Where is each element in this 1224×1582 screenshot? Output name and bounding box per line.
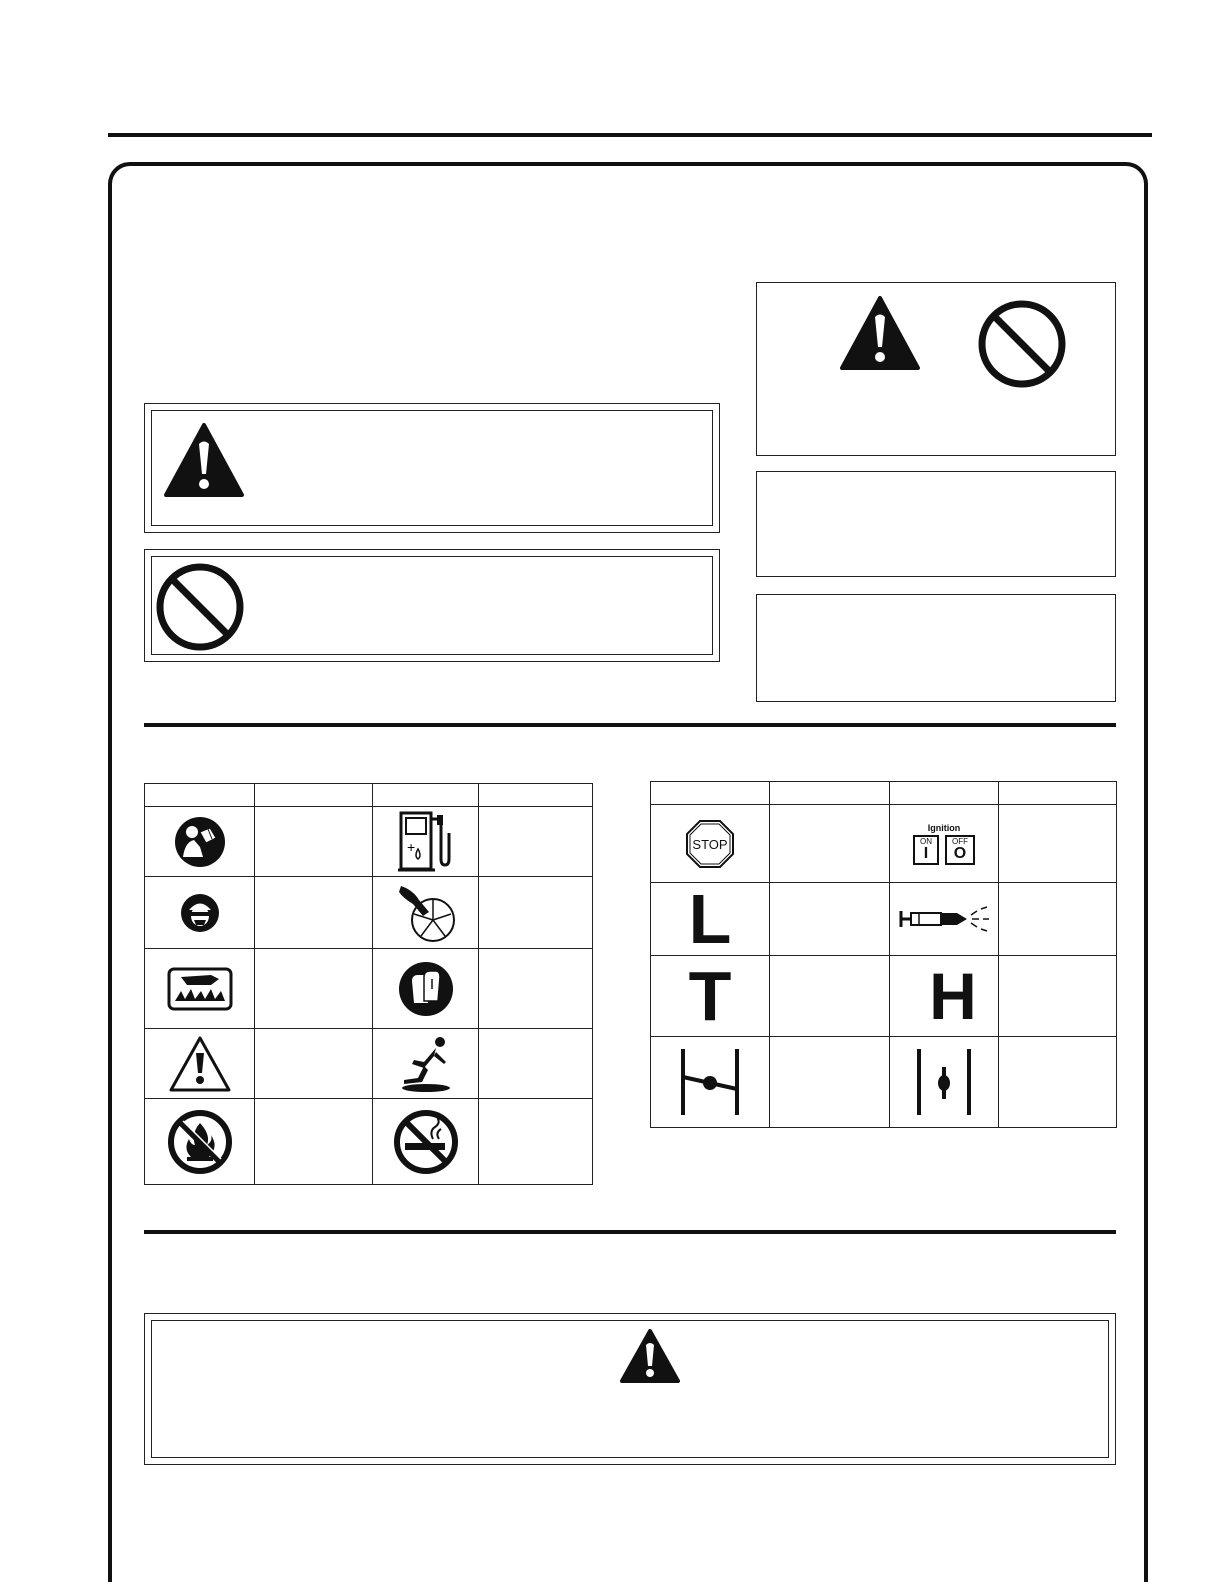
stop-sign-icon [685, 819, 735, 869]
symbol-cell [373, 1099, 479, 1185]
ignition-on-symbol: I [923, 844, 929, 862]
section-rule [144, 723, 1116, 727]
choke-open-icon [911, 1045, 977, 1119]
hot-surface-hand-icon [167, 967, 233, 1011]
symbol-cell [145, 1029, 255, 1099]
ignition-switch-icon [913, 823, 975, 865]
symbol-cell [651, 805, 770, 883]
symbol-cell [145, 1099, 255, 1185]
symbol-legend-box [756, 282, 1116, 456]
safety-symbol-table [144, 783, 593, 1185]
ignition-off-symbol: O [953, 844, 967, 862]
choke-closed-icon [677, 1045, 743, 1119]
symbol-cell [890, 805, 999, 883]
notice-box-lower [756, 594, 1116, 702]
symbol-cell [145, 807, 255, 877]
bottom-warning-box [144, 1313, 1116, 1465]
slip-fall-icon [396, 1034, 456, 1094]
no-smoking-icon [393, 1109, 459, 1175]
prohibition-circle-icon [977, 299, 1067, 389]
no-open-flame-icon [167, 1109, 233, 1175]
ignition-title: Ignition [927, 822, 961, 833]
symbol-cell [890, 1037, 999, 1128]
symbol-cell [890, 883, 999, 956]
symbol-cell [373, 1029, 479, 1099]
stop-sign-text: STOP [692, 836, 728, 852]
ignition-on-label: ON [920, 836, 932, 846]
header-rule [108, 133, 1152, 137]
control-symbol-table [650, 781, 1117, 1128]
symbol-cell [145, 877, 255, 949]
letter-l-icon: L [688, 880, 732, 958]
symbol-cell [890, 956, 999, 1037]
warning-notice-box [144, 403, 720, 533]
symbol-cell [651, 956, 770, 1037]
symbol-cell [373, 807, 479, 877]
section-rule [144, 1230, 1116, 1234]
read-manual-icon [173, 815, 227, 869]
symbol-cell [651, 1037, 770, 1128]
letter-h-icon: H [929, 959, 977, 1033]
warning-triangle-icon [163, 422, 245, 498]
symbol-cell [373, 877, 479, 949]
symbol-cell [651, 880, 770, 958]
prohibition-circle-icon [155, 562, 245, 652]
ignition-off-label: OFF [952, 836, 968, 846]
prohibition-notice-box [144, 549, 720, 662]
notice-box-middle [756, 471, 1116, 577]
gloves-icon [398, 961, 454, 1017]
warning-triangle-icon [619, 1328, 681, 1384]
letter-t-icon: T [688, 957, 732, 1035]
warning-triangle-icon [839, 295, 921, 371]
fuel-pump-icon [393, 811, 459, 873]
rotating-blade-hand-icon [395, 882, 457, 944]
head-eye-protection-icon [180, 893, 220, 933]
symbol-cell [145, 949, 255, 1029]
primer-pump-icon [897, 905, 991, 933]
warning-triangle-icon [168, 1035, 232, 1093]
svg-text:+: + [406, 838, 415, 855]
symbol-cell [373, 949, 479, 1029]
